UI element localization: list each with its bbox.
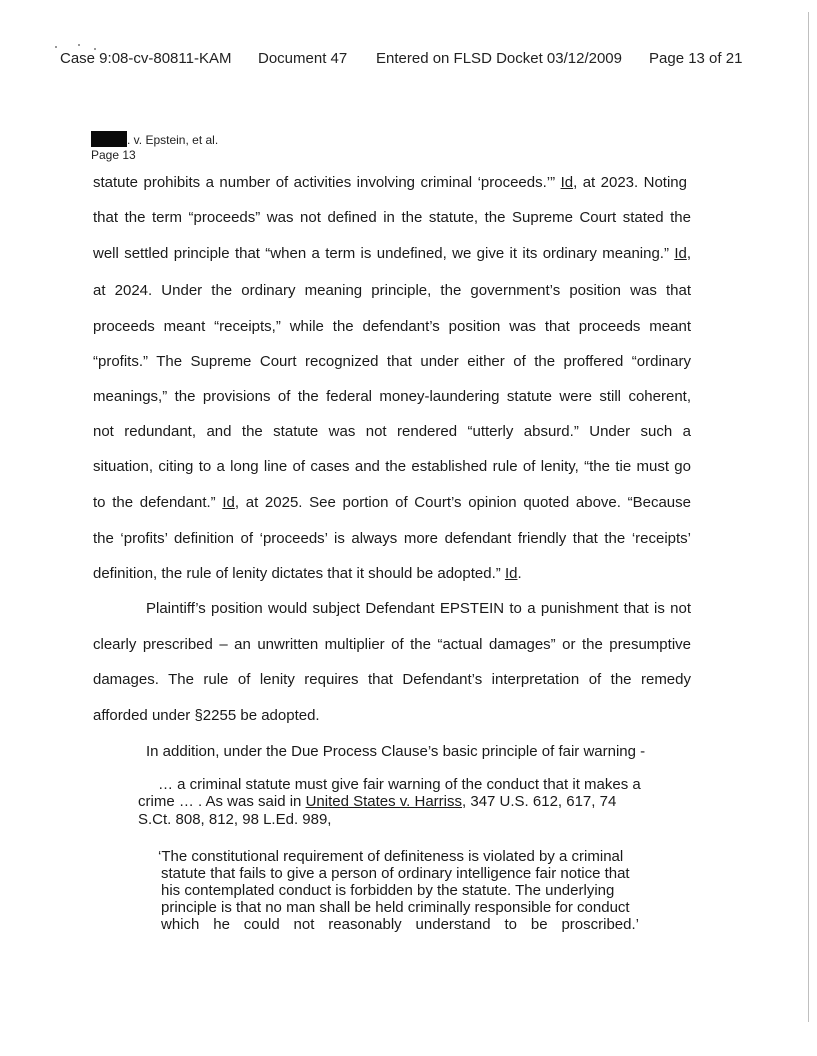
id-citation: Id bbox=[674, 245, 687, 262]
body-line: proceeds meant “receipts,” while the defendant’s position was that proceeds meant bbox=[93, 318, 691, 335]
header-page-of: Page 13 of 21 bbox=[649, 50, 743, 67]
body-line: statute prohibits a number of activities involving criminal ‘proceeds.’” Id, at 2023. Noting bbox=[93, 174, 687, 191]
body-line: well settled principle that “when a term is undefined, we give it its ordinary meaning.” Id, bbox=[93, 245, 691, 262]
id-citation: Id bbox=[560, 174, 574, 191]
body-line: definition, the rule of lenity dictates that it should be adopted.” Id. bbox=[93, 565, 522, 582]
body-line: the ‘profits’ definition of ‘proceeds’ is always more defendant friendly that the ‘receipts’ bbox=[93, 530, 691, 547]
scan-speck bbox=[55, 46, 57, 48]
header-document: Document 47 bbox=[258, 50, 348, 67]
header-entered: Entered on FLSD Docket 03/12/2009 bbox=[376, 50, 622, 67]
body-line: afforded under §2255 be adopted. bbox=[93, 707, 320, 724]
body-line: damages. The rule of lenity requires that Defendant’s interpretation of the remedy bbox=[93, 671, 691, 688]
quote-line: ‘The constitutional requirement of definiteness is violated by a criminal bbox=[158, 848, 624, 865]
body-line: “profits.” The Supreme Court recognized that under either of the proffered “ordinary bbox=[93, 353, 691, 370]
scan-speck bbox=[78, 44, 80, 46]
body-line: at 2024. Under the ordinary meaning principle, the government’s position was that bbox=[93, 282, 691, 299]
quote-line: S.Ct. 808, 812, 98 L.Ed. 989, bbox=[138, 811, 332, 828]
body-line: clearly prescribed – an unwritten multiplier of the “actual damages” or the presumptive bbox=[93, 636, 691, 653]
case-citation: United States v. Harriss bbox=[305, 793, 463, 810]
body-line: situation, citing to a long line of cases and the established rule of lenity, “the tie must go bbox=[93, 458, 691, 475]
id-citation: Id bbox=[504, 565, 518, 582]
header-case-number: Case 9:08-cv-80811-KAM bbox=[60, 50, 232, 67]
quote-line: crime … . As was said in United States v. Harriss, 347 U.S. 612, 617, 74 bbox=[138, 793, 617, 810]
body-line: that the term “proceeds” was not defined in the statute, the Supreme Court stated the bbox=[93, 209, 691, 226]
body-line: to the defendant.” Id, at 2025. See portion of Court’s opinion quoted above. “Because bbox=[93, 494, 691, 511]
quote-line: which he could not reasonably understand to be proscribed.’ bbox=[161, 916, 639, 933]
redaction-block bbox=[91, 131, 127, 147]
body-line: meanings,” the provisions of the federal money-laundering statute were still coherent, bbox=[93, 388, 691, 405]
quote-line: statute that fails to give a person of ordinary intelligence fair notice that bbox=[161, 865, 630, 882]
quote-line: principle is that no man shall be held criminally responsible for conduct bbox=[161, 899, 630, 916]
scan-edge-line bbox=[808, 12, 809, 1022]
body-line: not redundant, and the statute was not rendered “utterly absurd.” Under such a bbox=[93, 423, 691, 440]
quote-line: his contemplated conduct is forbidden by the statute. The underlying bbox=[161, 882, 615, 899]
body-line: In addition, under the Due Process Clause’s basic principle of fair warning - bbox=[146, 743, 646, 760]
body-line: Plaintiff’s position would subject Defendant EPSTEIN to a punishment that is not bbox=[146, 600, 691, 617]
id-citation: Id bbox=[222, 494, 235, 511]
caption-title: . v. Epstein, et al. bbox=[127, 133, 219, 147]
caption-page-label: Page 13 bbox=[91, 148, 136, 162]
quote-line: … a criminal statute must give fair warning of the conduct that it makes a bbox=[158, 776, 641, 793]
